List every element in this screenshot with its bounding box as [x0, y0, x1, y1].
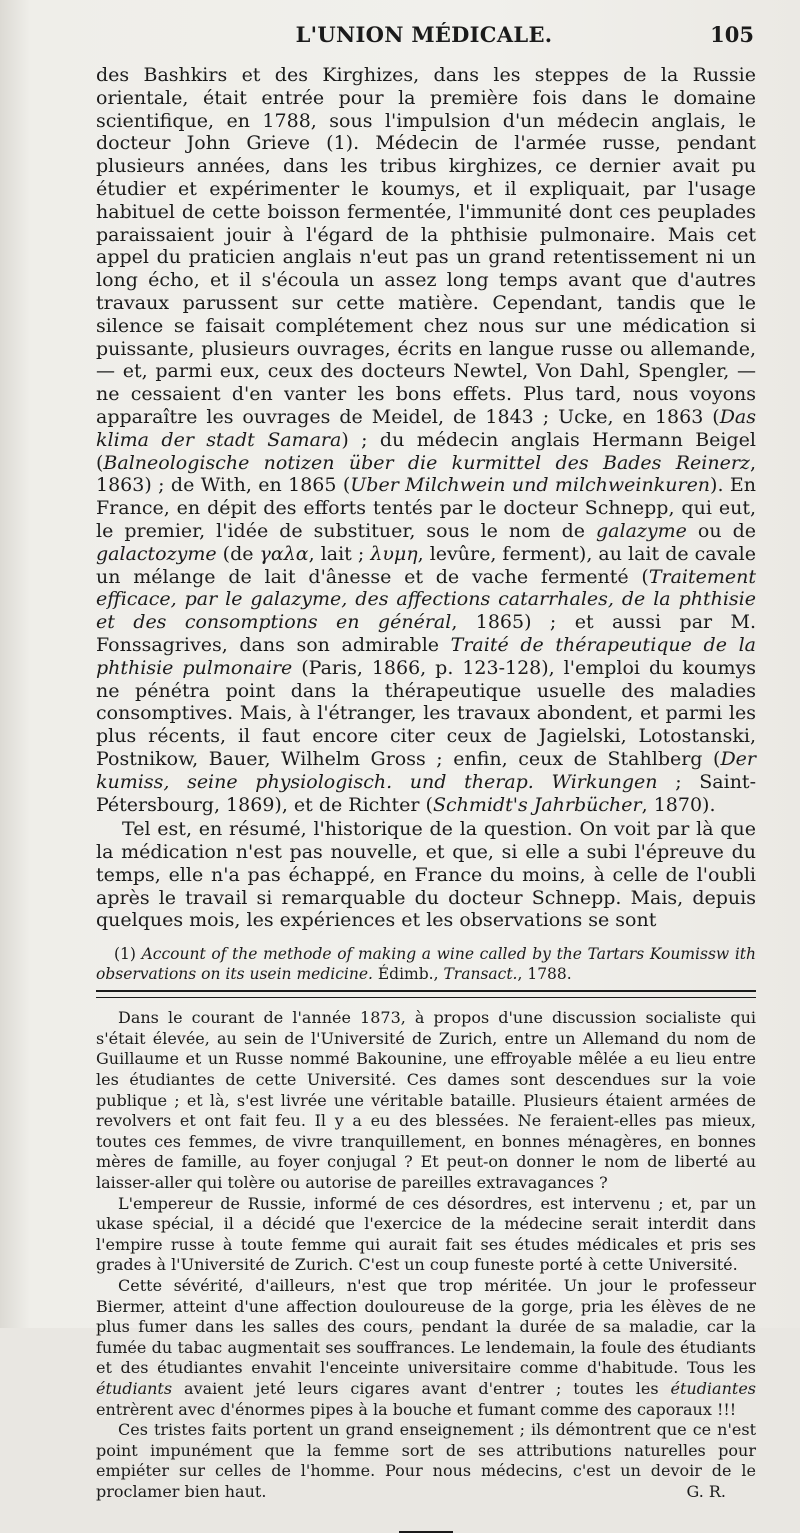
page-number: 105 [710, 22, 754, 47]
news-paragraph-3 [96, 1276, 756, 1420]
text-run: avaient jeté leurs cigares avant d'entrer ; toutes les [172, 1378, 671, 1398]
news-paragraph-2 [96, 1194, 756, 1276]
text-run: , 1863) ; de With, en 1865 ( [96, 451, 756, 497]
italic-text: λυμη [370, 542, 418, 565]
article-paragraph-1 [96, 64, 756, 816]
italic-text: γαλα [259, 542, 309, 565]
italic-text: Uber Milchwein und milchweinkuren [350, 474, 711, 497]
text-run: (de [216, 542, 260, 565]
italic-text: étudiants [96, 1378, 173, 1398]
text-run: Cette sévérité, d'ailleurs, n'est que trop méritée. Un jour le professeur Biermer, atteint d'une affection douloureuse de la gorge, pria les élèves de ne plus fumer dans les salles des cours, pendant la durée de sa maladie, car la fumée du tabac augmentait ses souffrances. Le lendemain, la foule des étudiants et des étudiantes envahit l'enceinte universitaire comme d'habitude. Tous les [96, 1276, 756, 1378]
end-rule [399, 1531, 453, 1533]
italic-text: Traité de thérapeutique de la phthisie pulmonaire [96, 633, 756, 679]
text-run: (1) [114, 945, 142, 964]
footnote [96, 944, 756, 984]
text-run: , 1870). [641, 793, 716, 816]
closing-text: Ces tristes faits portent un grand enseignement ; ils démontrent que ce n'est point impunément que la femme sort de ses attributions naturelles pour empiéter sur celles de l'homme. Pour nous médecins, c'est un devoir de le proclamer bien haut. [96, 1420, 756, 1501]
text-run: , 1788. [517, 965, 572, 984]
text-run: , levûre, ferment), au lait de cavale un mélange de lait d'ânesse et de vache fermenté ( [96, 542, 756, 588]
text-run: L'empereur de Russie, informé de ces désordres, est intervenu ; et, par un ukase spécial, il a décidé que l'exercice de la médecine serait interdit dans l'empire russe à toute femme qui aurait fait ses études médicales et pris ses grades à l'Université de Zurich. C'est un coup funeste porté à cette Université. [96, 1193, 756, 1275]
news-closing [96, 1420, 756, 1502]
article-body [96, 64, 756, 932]
italic-text: galactozyme [96, 542, 217, 565]
italic-text: étudiantes [670, 1378, 756, 1398]
italic-text: Schmidt's Jahrbücher [432, 793, 642, 816]
italic-text: galazyme [596, 519, 687, 542]
text-run: , lait ; [308, 542, 371, 565]
text-run: Dans le courant de l'année 1873, à propos d'une discussion socialiste qui s'était élevée, au sein de l'Université de Zurich, entre un Allemand du nom de Guillaume et un Russe nommé Bakounine, une effroyable mêlée a eu lieu entre les étudiantes de cette Université. Ces dames sont descendues sur la voie publique ; et là, s'est livrée une véritable bataille. Plusieurs étaient armées de revolvers et ont fait feu. Il y a eu des blessées. Ne feraient-elles pas mieux, toutes ces femmes, de vivre tranquillement, en bonnes ménagères, en bonnes mères de famille, au foyer conjugal ? Et peut-on donner le nom de liberté au laisser-aller qui tolère ou autorise de pareilles extravagances ? [96, 1008, 756, 1193]
italic-text: Traitement efficace, par le galazyme, des affections catarrhales, de la phthisie et des consomptions en général [96, 565, 756, 634]
italic-text: Balneologische notizen über die kurmittel des Bades Reinerz [103, 451, 750, 474]
text-run: entrèrent avec d'énormes pipes à la bouche et fumant comme des caporaux !!! [96, 1399, 737, 1419]
text-run: ; Saint-Pétersbourg, 1869), et de Richter ( [96, 770, 756, 816]
news-paragraph-1 [96, 1008, 756, 1193]
text-run: Tel est, en résumé, l'historique de la question. On voit par là que la médication n'est pas nouvelle, et que, si elle a subi l'épreuve du temps, elle n'a pas échappé, en France du moins, à celle de l'oubli après le travail si remarquable du docteur Schnepp. Mais, depuis quelques mois, les expériences et les observations se sont [96, 818, 756, 932]
text-run: ). En France, en dépit des efforts tentés par le docteur Schnepp, qui eut, le premier, l'idée de substituer, sous le nom de [96, 474, 756, 542]
journal-title: L'UNION MÉDICALE. [295, 22, 553, 47]
news-section [96, 1008, 756, 1502]
text-run: (Paris, 1866, p. 123-128), l'emploi du koumys ne pénétra point dans la thérapeutique usuelle des maladies consomptives. Mais, à l'étranger, les travaux abondent, et parmi les plus récents, il faut encore citer ceux de Jagielski, Lotostanski, Postnikow, Bauer, Wilhelm Gross ; enfin, ceux de Stahlberg ( [96, 656, 756, 770]
author-signature: G. R. [686, 1481, 726, 1501]
text-run: ) ; du médecin anglais Hermann Beigel ( [96, 428, 756, 474]
text-run: ou de [686, 519, 756, 542]
italic-text: Account of the methode of making a wine called by the Tartars Koumissw ith observations on its usein medicine. [96, 945, 756, 984]
text-run: Édimb., [372, 965, 444, 984]
text-run: , 1865) ; et aussi par M. Fonssagrives, dans son admirable [96, 611, 756, 656]
section-divider [96, 990, 756, 998]
italic-text: Der kumiss, seine physiologisch. und therap. Wirkungen [96, 747, 756, 793]
article-paragraph-2 [96, 818, 756, 932]
content [96, 64, 756, 1533]
text-run: des Bashkirs et des Kirghizes, dans les steppes de la Russie orientale, était entrée pour la première fois dans le domaine scientifique, en 1788, sous l'impulsion d'un médecin anglais, le docteur John Grieve (1). Médecin de l'armée russe, pendant plusieurs années, dans les tribus kirghizes, ce dernier avait pu étudier et expérimenter le koumys, et il expliquait, par l'usage habituel de cette boisson fermentée, l'immunité dont ces peuplades paraissaient jouir à l'égard de la phthisie pulmonaire. Mais cet appel du praticien anglais n'eut pas un grand retentissement ni un long écho, et il s'écoula un assez long temps avant que d'autres travaux parussent sur cette matière. Cependant, tandis que le silence se faisait complétement chez nous sur une médication si puissante, plusieurs ouvrages, écrits en langue russe ou allemande, — et, parmi eux, ceux des docteurs Newtel, Von Dahl, Spengler, — ne cessaient d'en vanter les bons effets. Plus tard, nous voyons apparaître les ouvrages de Meidel, de 1843 ; Ucke, en 1863 ( [96, 64, 756, 428]
page-header [94, 18, 754, 54]
italic-text: Transact. [443, 965, 518, 984]
italic-text: Das klima der stadt Samara [96, 405, 756, 451]
